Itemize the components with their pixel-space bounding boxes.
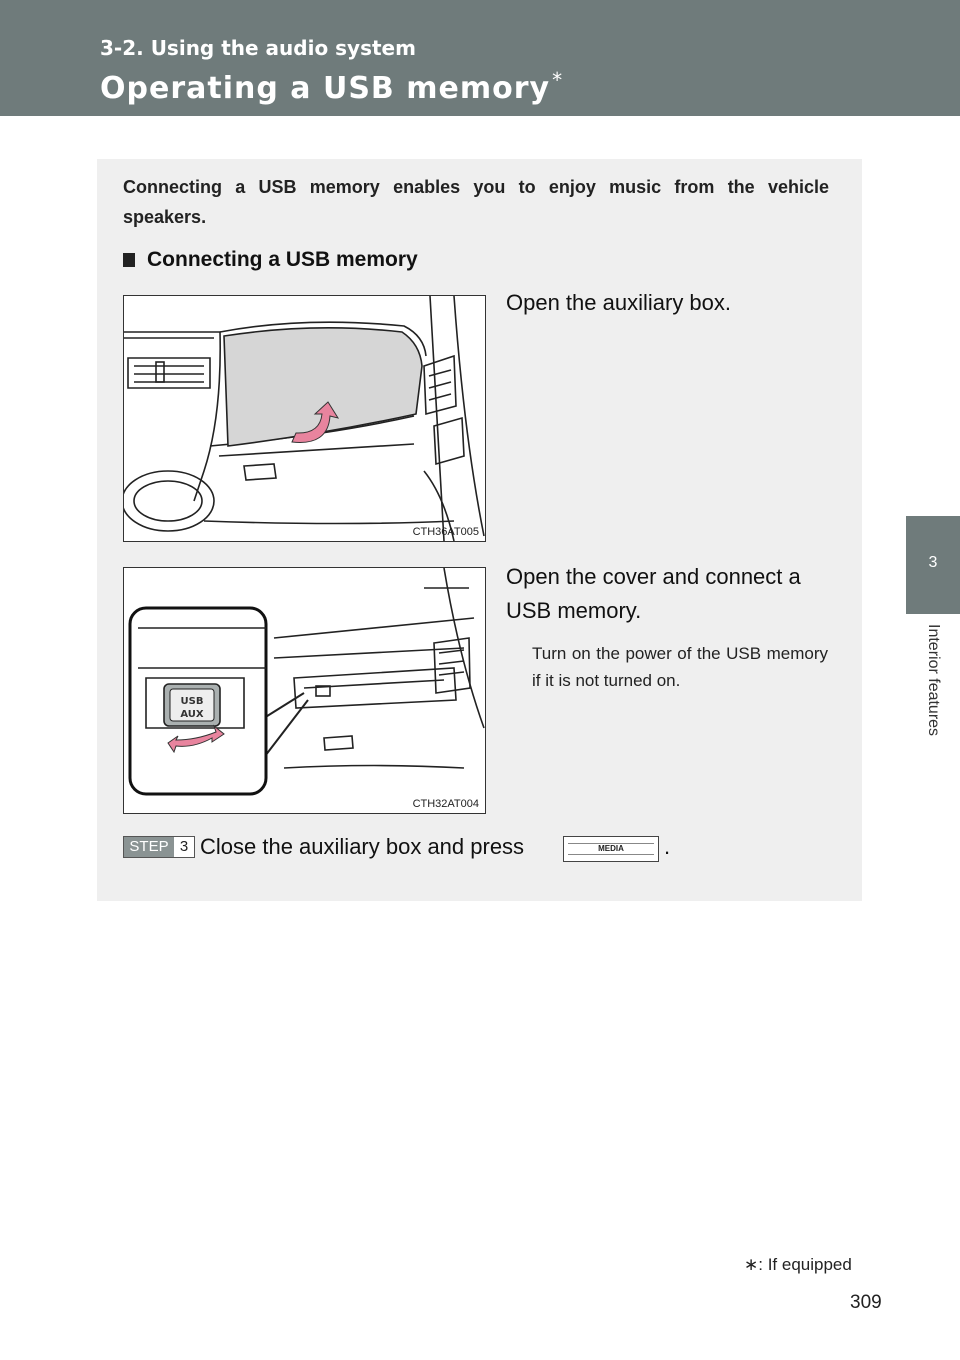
chapter-tab[interactable] [906,516,960,614]
step-3-text: Close the auxiliary box and press [200,834,525,859]
step-2-text: Open the cover and connect a USB memory. [506,564,801,623]
usb-port-illustration [124,568,486,814]
figure-code: CTH36AT005 [412,526,479,538]
page-header [0,0,960,116]
step-3-badge: STEP 3 [123,836,195,858]
step-2-note: Turn on the power of the USB memory if it is not turned on. [532,644,828,690]
figure-code: CTH32AT004 [412,798,479,810]
step-1-text: Open the auxiliary box. [506,290,732,315]
media-button-label: MEDIA [568,843,654,855]
step-3-period: . [664,834,671,859]
aux-label: AUX [180,709,204,720]
square-bullet-icon [123,253,135,267]
chapter-label: Interior features [925,624,942,737]
footnote: ∗: If equipped [744,1255,852,1274]
page-title: Operating a USB memory * [100,68,564,106]
figure-usb-port [123,567,486,814]
equipped-mark: * [552,68,564,92]
figure-auxiliary-box [123,295,486,542]
usb-label: USB [180,696,204,707]
page-number: 309 [850,1292,882,1313]
dashboard-illustration [124,296,486,542]
subheading: Connecting a USB memory [123,248,418,272]
media-button-icon [563,836,659,862]
intro-text: Connecting a USB memory enables you to enjoy music from the vehicle speakers. [123,177,829,227]
chapter-label-wrap [918,624,948,774]
section-title: 3-2. Using the audio system [100,36,416,60]
chapter-number: 3 [928,554,938,571]
